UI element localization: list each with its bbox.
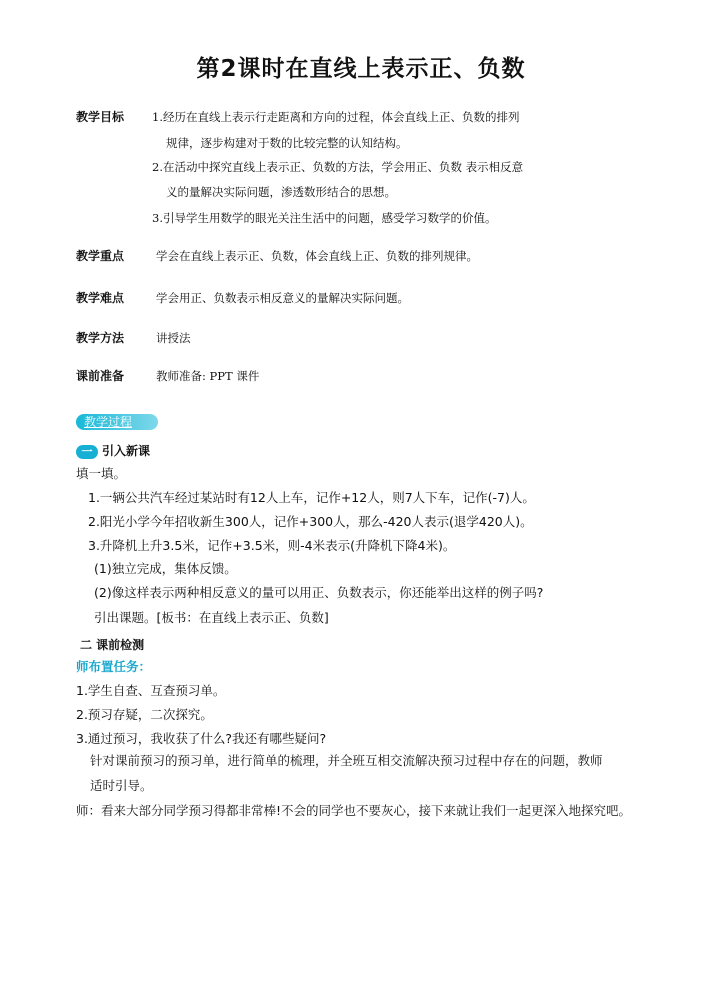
section1-line-6: (2)像这样表示两种相反意义的量可以用正、负数表示，你还能举出这样的例子吗? bbox=[94, 585, 544, 600]
key-text: 学会在直线上表示正、负数，体会直线上正、负数的排列规律。 bbox=[156, 249, 478, 263]
process-pill bbox=[76, 414, 158, 430]
section1-line-1: 填一填。 bbox=[76, 466, 127, 481]
process-label: 教学过程 bbox=[84, 415, 133, 429]
section1-title: 引入新课 bbox=[102, 444, 151, 458]
goal-label: 教学目标 bbox=[76, 110, 125, 124]
section2-line-5: 适时引导。 bbox=[90, 778, 153, 793]
section2-line-2: 2.预习存疑，二次探究。 bbox=[76, 707, 213, 722]
section2-task: 师布置任务： bbox=[76, 659, 152, 674]
section1-line-2: 1.一辆公共汽车经过某站时有12人上车，记作+12人，则7人下车，记作(-7)人。 bbox=[88, 490, 535, 505]
section1-line-5: (1)独立完成，集体反馈。 bbox=[94, 561, 237, 576]
section1-badge: 一 bbox=[76, 445, 98, 459]
section2-line-1: 1.学生自查、互查预习单。 bbox=[76, 683, 226, 698]
key-label: 教学重点 bbox=[76, 249, 125, 263]
goal-line-2: 规律，逐步构建对于数的比较完整的认知结构。 bbox=[166, 136, 408, 150]
section1-line-7: 引出课题。[板书：在直线上表示正、负数] bbox=[94, 610, 329, 625]
goal-line-1: 1.经历在直线上表示行走距离和方向的过程，体会直线上正、负数的排列 bbox=[152, 110, 520, 124]
page-title: 第2课时在直线上表示正、负数 bbox=[196, 56, 526, 82]
section1-heading bbox=[76, 442, 150, 459]
method-label: 教学方法 bbox=[76, 331, 125, 345]
section2-line-3: 3.通过预习，我收获了什么?我还有哪些疑问? bbox=[76, 731, 327, 746]
section1-line-3: 2.阳光小学今年招收新生300人，记作+300人，那么-420人表示(退学420人)。 bbox=[88, 514, 533, 529]
section2-line-6: 师：看来大部分同学预习得都非常棒!不会的同学也不要灰心，接下来就让我们一起更深入地探究吧。 bbox=[76, 803, 632, 818]
difficulty-text: 学会用正、负数表示相反意义的量解决实际问题。 bbox=[156, 291, 409, 305]
section2-line-4: 针对课前预习的预习单，进行简单的梳理，并全班互相交流解决预习过程中存在的问题，教师 bbox=[90, 753, 603, 768]
goal-line-3: 2.在活动中探究直线上表示正、负数的方法，学会用正、负数 表示相反意 bbox=[152, 160, 524, 174]
prep-text: 教师准备: PPT 课件 bbox=[156, 369, 260, 383]
goal-line-4: 义的量解决实际问题，渗透数形结合的思想。 bbox=[166, 185, 396, 199]
method-text: 讲授法 bbox=[156, 331, 191, 345]
goal-line-5: 3.引导学生用数学的眼光关注生活中的问题，感受学习数学的价值。 bbox=[152, 211, 497, 225]
difficulty-label: 教学难点 bbox=[76, 291, 125, 305]
section2-title: 二 课前检测 bbox=[80, 638, 145, 652]
prep-label: 课前准备 bbox=[76, 369, 125, 383]
section1-line-4: 3.升降机上升3.5米，记作+3.5米，则-4米表示(升降机下降4米)。 bbox=[88, 538, 456, 553]
